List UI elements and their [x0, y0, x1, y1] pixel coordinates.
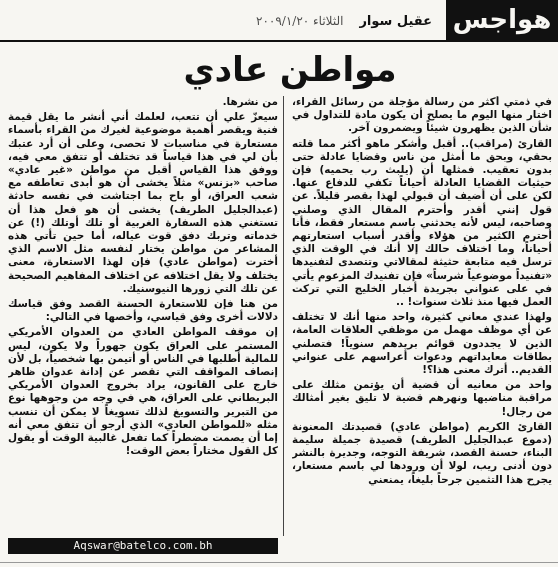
- author-email[interactable]: Aqswar@batelco.com.bh: [8, 538, 278, 554]
- paragraph: سيعزّ علي أن تتعب، لعلمك أني أنشر ما يقل قيمة فنية ويقصر أهمية موضوعية لغيرك من القراء بأسماء مستعارة في مناسبات لا تحصى، وعلى أن أرد عتبك بأن لي في هذا قياساً قد تختلف أو تتفق معي فيه، ووفق هذا القياس أقبل من مواطن «غير عادي» صاحب «بزنس» مثلاً يخشى أن هو أبدى تعاطفه مع شعب العراق، أو باح بما اجتاشت في نفسه حادثة (عبدالجليل الطريف) يخشى أن هو فعل هذا أن تستغني هذه السفارة الغربية أو تلك أوتلك (!) عن خدماته وتربك دفق قوت عياله، أما حين تأتي هذه المشاعر من مواطن يختار لنفسه مثل الاسم الذي أخترت (مواطن عادي) فإن لهذا الاستعارة، معنى يختلف ولا يقل اختلافه عن اختلاف المفاهيم الصحيحة عن تلك التي زورها النيوسنيك.: [8, 111, 278, 295]
- article-headline: مواطن عادي: [183, 50, 397, 90]
- paragraph: القارئ (مراقب).. أقبل وأشكر ماهو أكثر مما قلته بحقي، وبحق ما أمثل من ناس وقضايا عادلة حتى بدون تعقيب. فمثلها أن (يلبث رب يحميه) فإن حيثيات القضايا العادلة أحياناً تكفي للدفاع عنها. لكن على أن أضيف أن قبولي لهذا بقصر قليلاً. عن قول إنني أقدر وأحترم المقال الذي وصلني وصاحبه، ليس لأنه يحدثني باسم مستعار فقط، فأنا أحترم الكثير من هؤلاء وأقدر أسباب استعارتهم أحياناً، وما اختلاف حالك إلا أنك في الوقت الذي ترسل فيه متابعة حثيثة لمقالاتي وتتصدى لتفنيدها «تفنيداً موضوعياً شرساً» فإن تفنيدك المزعوم يأتي في على عنواني بجريدة أخبار الخليج التي تركت العمل فيها منذ ثلاث سنوات! ..: [292, 137, 552, 309]
- article-column-right: [292, 96, 552, 536]
- paragraph: إن موقف المواطن العادي من العدوان الأمريكي المستمر على العراق يكون جهوراً ولا يكون، ليس للمالية أطلبها في الناس أو أتيمن بها شخصياً، بل لأن إنصاف المواقف التي تقصر عن إدانة عدوان ظاهر خارج على القانون، يراد بخروج العدوان الأمريكي البريطاني على العراق، هي في وجه من وجوهها نوع من التبرير والتسويغ لذلك تسويغاً لا يمكن أن تنسب مثله «للمواطن العادي» الذي أرجو أن تتفق معي أنه إما أن يصمت مضطراً كما تفعل غالبية الوقت أو يقول كل القول مختاراً بعض الوقت!: [8, 326, 278, 458]
- paragraph: من هنا فإن للاستعارة الحسنة القصد وفق قياسك دلالات أخرى وفق قياسي، وأخصها في التالي:: [8, 298, 278, 324]
- paragraph: ولهذا عندي معاني كثيرة، واحد منها أنك لا تختلف عن أي موظف مهمل من موظفي العلاقات العامة، الذين لا يجددون قوائم بريدهم سنوياً! فتصلني بطاقات معايداتهم ودعوات أعراسهم على عنواني القديم.. أترك معنى هذا؟!: [292, 311, 552, 377]
- bottom-rule: [0, 562, 558, 563]
- paragraph: في ذمتي أكثر من رسالة مؤجلة من رسائل القراء، اختار منها اليوم ما يصلح أن يكون مادة للتداول في شأن الذين يظهرون شيئاً ويضمرون آخر.: [292, 96, 552, 135]
- author-name: عقيل سوار: [359, 13, 432, 29]
- paragraph: واحد من معانيه أن قضية أن يؤتمن مثلك على مراقبة مناضيها ونهرهم قضية لا تليق بغير أمثالك من رجال!: [292, 379, 552, 418]
- header-meta: [8, 8, 438, 34]
- publication-date: الثلاثاء ٢٠٠٩/١/٢٠: [256, 14, 344, 28]
- section-label: هواجس: [446, 0, 558, 40]
- column-divider: [283, 96, 284, 536]
- paragraph: من نشرها.: [222, 96, 278, 108]
- page-header: [0, 0, 558, 42]
- paragraph: القارئ الكريم (مواطن عادي) قصيدتك المعنونة (دموع عبدالجليل الطريف) قصيدة جميلة سليمة البناء، حسنة القصد، شريفة التوجه، وجديرة بالنشر دون أدنى ريب، لولا أن ورودها لي باسم مستعار، يجرح هذا التثمين جرحاً بليغاً، يمنعني: [292, 420, 552, 486]
- article-column-left: [8, 96, 278, 536]
